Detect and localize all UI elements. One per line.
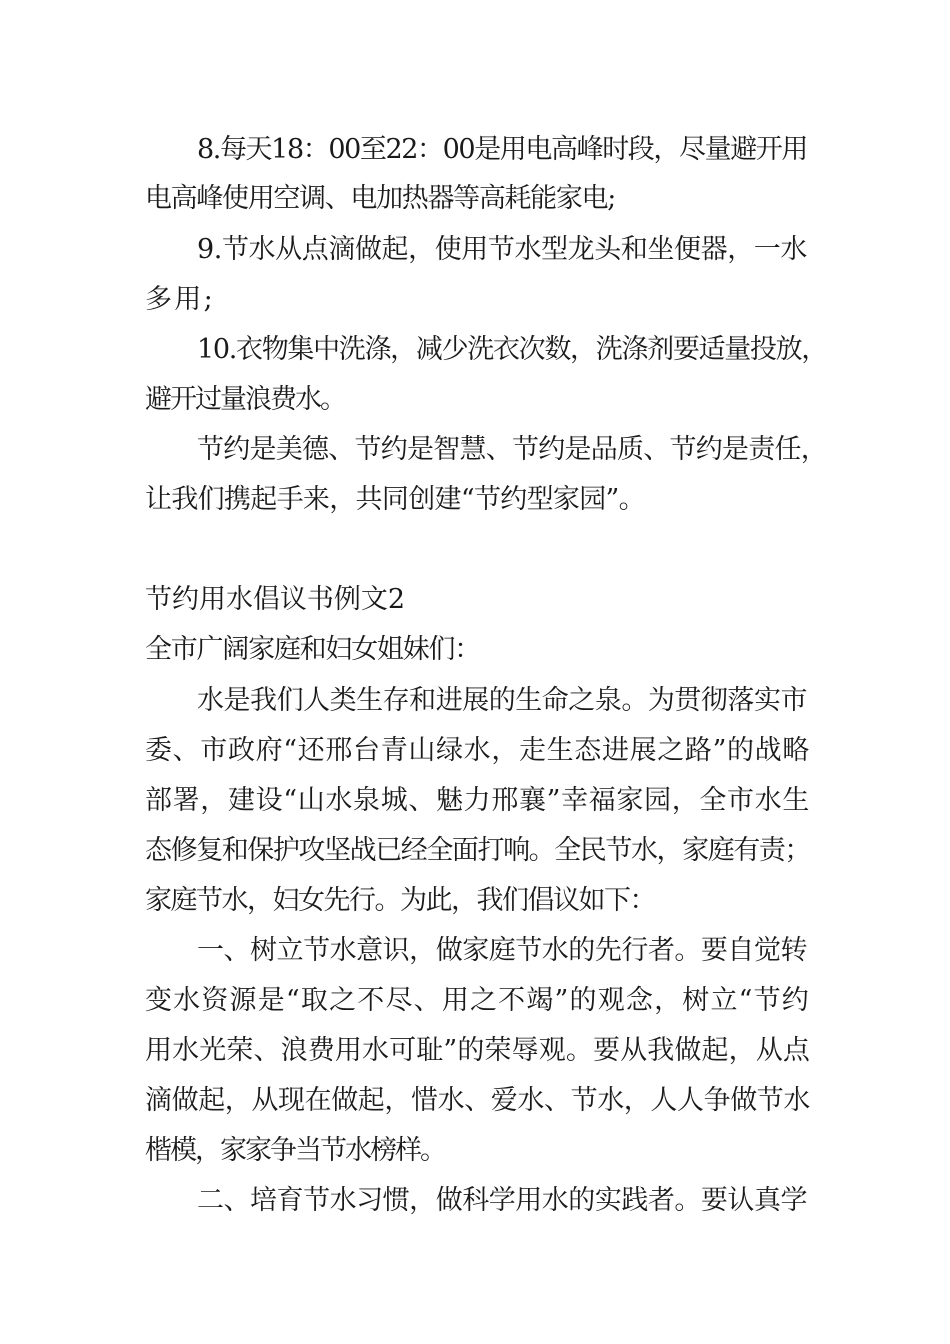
text-line: 委、市政府“还邢台青山绿水，走生态进展之路”的战略 <box>145 735 810 766</box>
text-line: 10.衣物集中洗涤，减少洗衣次数，洗涤剂要适量投放， <box>197 334 827 365</box>
text-line: 电高峰使用空调、电加热器等高耗能家电; <box>145 183 615 214</box>
text-line: 多用; <box>145 284 215 315</box>
text-line: 楷模，家家争当节水榜样。 <box>145 1135 445 1166</box>
text-line: 二、培育节水习惯，做科学用水的实践者。要认真学 <box>197 1185 807 1216</box>
text-line: 一、树立节水意识，做家庭节水的先行者。要自觉转 <box>197 935 807 966</box>
text-line: 避开过量浪费水。 <box>145 384 345 415</box>
text-line: 9.节水从点滴做起，使用节水型龙头和坐便器，一水 <box>197 234 807 265</box>
text-line: 家庭节水，妇女先行。为此，我们倡议如下： <box>145 885 655 916</box>
text-line: 态修复和保护攻坚战已经全面打响。全民节水，家庭有责； <box>145 835 810 866</box>
text-line: 让我们携起手来，共同创建“节约型家园”。 <box>145 484 645 515</box>
text-line: 水是我们人类生存和进展的生命之泉。为贯彻落实市 <box>197 685 807 716</box>
salutation: 全市广阔家庭和妇女姐妹们： <box>145 634 480 665</box>
text-line: 滴做起，从现在做起，惜水、爱水、节水，人人争做节水 <box>145 1085 810 1116</box>
text-line: 用水光荣、浪费用水可耻”的荣辱观。要从我做起，从点 <box>145 1035 810 1066</box>
text-line: 8.每天18：00至22：00是用电高峰时段，尽量避开用 <box>197 134 807 165</box>
section-heading: 节约用水倡议书例文2 <box>145 584 405 615</box>
text-line: 部署，建设“山水泉城、魅力邢襄”幸福家园，全市水生 <box>145 785 810 816</box>
text-line: 节约是美德、节约是智慧、节约是品质、节约是责任， <box>197 434 827 465</box>
text-line: 变水资源是“取之不尽、用之不竭”的观念，树立“节约 <box>145 985 810 1016</box>
